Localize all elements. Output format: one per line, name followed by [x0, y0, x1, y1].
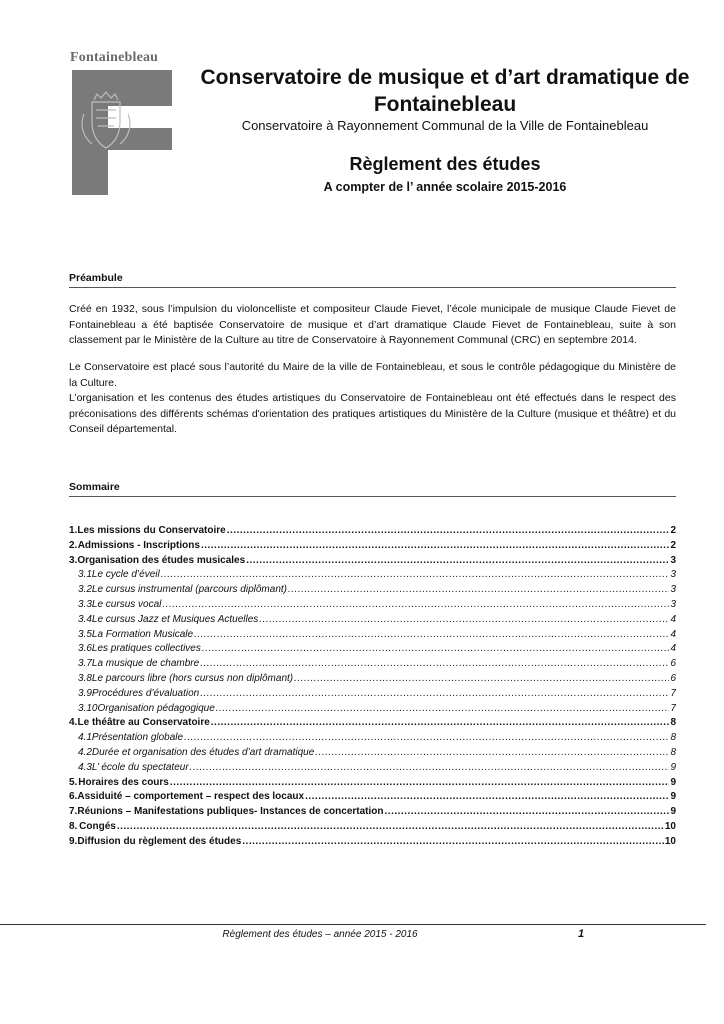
toc-dot-leader: [194, 629, 669, 640]
toc-entry-title: Le cursus instrumental (parcours diplômant): [91, 584, 287, 596]
toc-entry-title: Admissions - Inscriptions: [77, 539, 200, 551]
toc-dot-leader: [170, 777, 670, 788]
toc-entry-page: 8: [670, 746, 676, 758]
toc-dot-leader: [190, 762, 670, 773]
toc-entry-number: 3.10: [78, 702, 98, 714]
toc-entry-number: 4.2: [78, 746, 92, 758]
toc-entry[interactable]: [69, 658, 676, 673]
preambule-paragraph-3: L’organisation et les contenus des études artistiques du Conservatoire de Fontainebleau ont été effectués dans le respect des préconisations des différents schémas d'orientation des pratiques artistiques du Ministère de la Culture (musique et théâtre) et du Conseil départemental.: [69, 392, 676, 435]
toc-entry-number: 3.1: [78, 569, 92, 581]
toc-dot-leader: [201, 540, 670, 551]
toc-entry-title: Horaires des cours: [78, 776, 169, 788]
toc-entry-title: Procédures d’évaluation: [91, 687, 200, 699]
toc-dot-leader: [200, 658, 669, 669]
toc-entry-number: 3.8: [78, 672, 92, 684]
toc-entry-page: 3: [670, 554, 676, 566]
table-of-contents: [69, 525, 676, 851]
toc-entry-page: 3: [670, 598, 676, 610]
toc-entry-page: 9: [670, 791, 676, 803]
toc-entry-page: 4: [670, 613, 676, 625]
toc-entry-number: 4.: [69, 717, 78, 729]
logo-text: Fontainebleau: [70, 50, 159, 65]
toc-entry-title: Organisation des études musicales: [77, 554, 246, 566]
toc-entry-number: 3.6: [78, 643, 92, 655]
toc-entry-number: 7.: [69, 806, 78, 818]
toc-entry-page: 10: [664, 820, 676, 832]
toc-entry[interactable]: [69, 614, 676, 629]
city-coat-of-arms-icon: [72, 70, 172, 195]
toc-dot-leader: [200, 688, 669, 699]
fontainebleau-logo: [70, 50, 175, 195]
toc-entry-page: 2: [670, 539, 676, 551]
footer-divider: [0, 924, 706, 925]
toc-entry-title: L’ école du spectateur: [91, 761, 189, 773]
toc-entry[interactable]: [69, 643, 676, 658]
toc-dot-leader: [259, 614, 669, 625]
toc-entry-title: Le parcours libre (hors cursus non diplômant): [91, 672, 294, 684]
toc-entry-page: 9: [670, 806, 676, 818]
preambule-heading: Préambule: [69, 272, 676, 288]
document-date: A compter de l’ année scolaire 2015-2016: [323, 180, 567, 194]
toc-entry-title: Le théâtre au Conservatoire: [77, 717, 210, 729]
toc-dot-leader: [216, 703, 670, 714]
toc-entry-page: 3: [670, 569, 676, 581]
toc-entry-number: 2.: [69, 539, 78, 551]
toc-entry[interactable]: [69, 569, 676, 584]
toc-entry-title: Le cycle d’éveil: [91, 569, 160, 581]
toc-entry-title: Le cursus vocal: [91, 598, 162, 610]
toc-entry-title: La musique de chambre: [91, 658, 200, 670]
toc-entry[interactable]: [69, 584, 676, 599]
toc-entry[interactable]: [69, 717, 676, 732]
toc-entry-title: Durée et organisation des études d’art dramatique: [91, 746, 315, 758]
toc-entry[interactable]: [69, 777, 676, 792]
toc-entry-number: 6.: [69, 791, 78, 803]
toc-entry-number: 3.9: [78, 687, 92, 699]
toc-entry[interactable]: [69, 836, 676, 851]
toc-entry-number: 3.3: [78, 598, 92, 610]
footer-text: Règlement des études – année 2015 - 2016: [222, 929, 418, 940]
toc-entry[interactable]: [69, 599, 676, 614]
toc-entry[interactable]: [69, 629, 676, 644]
toc-entry-title: Diffusion du règlement des études: [77, 835, 242, 847]
toc-entry-page: 9: [670, 761, 676, 773]
toc-dot-leader: [385, 806, 670, 817]
document-title: Règlement des études: [349, 154, 541, 174]
toc-entry-number: 5.: [69, 776, 78, 788]
toc-dot-leader: [211, 717, 670, 728]
preambule-paragraph-1: Créé en 1932, sous l’impulsion du violoncelliste et compositeur Claude Fievet, l’école municipale de musique Claude Fievet de Fontainebleau a été baptisée Conservatoire de musique et d’art dramatique Claude Fievet de Fontainebleau, suite à son classement par le Ministère de la Culture au titre de Conservatoire à Rayonnement Communal (CRC) en septembre 2014.: [69, 303, 676, 346]
toc-entry-page: 8: [670, 732, 676, 744]
toc-entry[interactable]: [69, 688, 676, 703]
toc-entry-title: Réunions – Manifestations publiques- Instances de concertation: [77, 806, 384, 818]
toc-entry-number: 4.3: [78, 761, 92, 773]
toc-entry[interactable]: [69, 791, 676, 806]
toc-entry-page: 9: [670, 776, 676, 788]
toc-dot-leader: [202, 643, 670, 654]
toc-dot-leader: [162, 599, 669, 610]
sommaire-heading: Sommaire: [69, 481, 676, 497]
toc-entry-page: 4: [670, 643, 676, 655]
toc-dot-leader: [315, 747, 669, 758]
toc-entry-page: 2: [670, 525, 676, 536]
toc-entry[interactable]: [69, 703, 676, 718]
toc-entry[interactable]: [69, 555, 676, 570]
toc-entry[interactable]: [69, 732, 676, 747]
toc-entry-number: 8.: [69, 820, 78, 832]
toc-entry[interactable]: [69, 821, 676, 836]
toc-entry-number: 4.1: [78, 732, 92, 744]
toc-entry-page: 4: [670, 628, 676, 640]
toc-entry-title: Congés: [79, 820, 116, 832]
toc-entry[interactable]: [69, 806, 676, 821]
toc-entry-title: Présentation globale: [91, 732, 184, 744]
toc-dot-leader: [161, 569, 670, 580]
toc-entry-page: 7: [670, 687, 676, 699]
preambule-paragraph-2: Le Conservatoire est placé sous l’autorité du Maire de la ville de Fontainebleau, et sous le contrôle pédagogique du Ministère de la Culture.: [69, 361, 676, 389]
toc-entry-number: 3.7: [78, 658, 92, 670]
toc-entry-number: 3.4: [78, 613, 92, 625]
page-title: Conservatoire de musique et d’art dramatique de Fontainebleau: [200, 66, 690, 116]
toc-entry-number: 3.5: [78, 628, 92, 640]
toc-entry[interactable]: [69, 762, 676, 777]
toc-dot-leader: [294, 673, 669, 684]
toc-entry-number: 3.: [69, 554, 78, 566]
toc-entry[interactable]: [69, 673, 676, 688]
toc-entry-number: 9.: [69, 835, 78, 847]
toc-dot-leader: [246, 555, 669, 566]
toc-entry[interactable]: [69, 747, 676, 762]
toc-entry-page: 8: [670, 717, 676, 729]
toc-entry-title: Les pratiques collectives: [91, 643, 201, 655]
toc-entry-page: 7: [670, 702, 676, 714]
page-subtitle: Conservatoire à Rayonnement Communal de la Ville de Fontainebleau: [241, 118, 649, 133]
toc-entry[interactable]: [69, 540, 676, 555]
toc-entry-title: La Formation Musicale: [91, 628, 194, 640]
toc-entry-number: 1.: [69, 525, 78, 536]
toc-dot-leader: [305, 791, 669, 802]
toc-entry-title: Assiduité – comportement – respect des locaux: [77, 791, 305, 803]
toc-dot-leader: [242, 836, 664, 847]
toc-entry-page: 10: [664, 835, 676, 847]
toc-dot-leader: [117, 821, 664, 832]
toc-entry-page: 6: [670, 672, 676, 684]
toc-dot-leader: [288, 584, 669, 595]
toc-entry-page: 6: [670, 658, 676, 670]
toc-entry-title: Le cursus Jazz et Musiques Actuelles: [91, 613, 259, 625]
toc-entry-title: Les missions du Conservatoire: [77, 525, 226, 536]
toc-entry-number: 3.2: [78, 584, 92, 596]
page-number: 1: [578, 928, 585, 940]
toc-entry-page: 3: [670, 584, 676, 596]
toc-entry[interactable]: [69, 525, 676, 540]
toc-entry-title: Organisation pédagogique: [97, 702, 215, 714]
toc-dot-leader: [227, 525, 670, 536]
toc-dot-leader: [184, 732, 669, 743]
